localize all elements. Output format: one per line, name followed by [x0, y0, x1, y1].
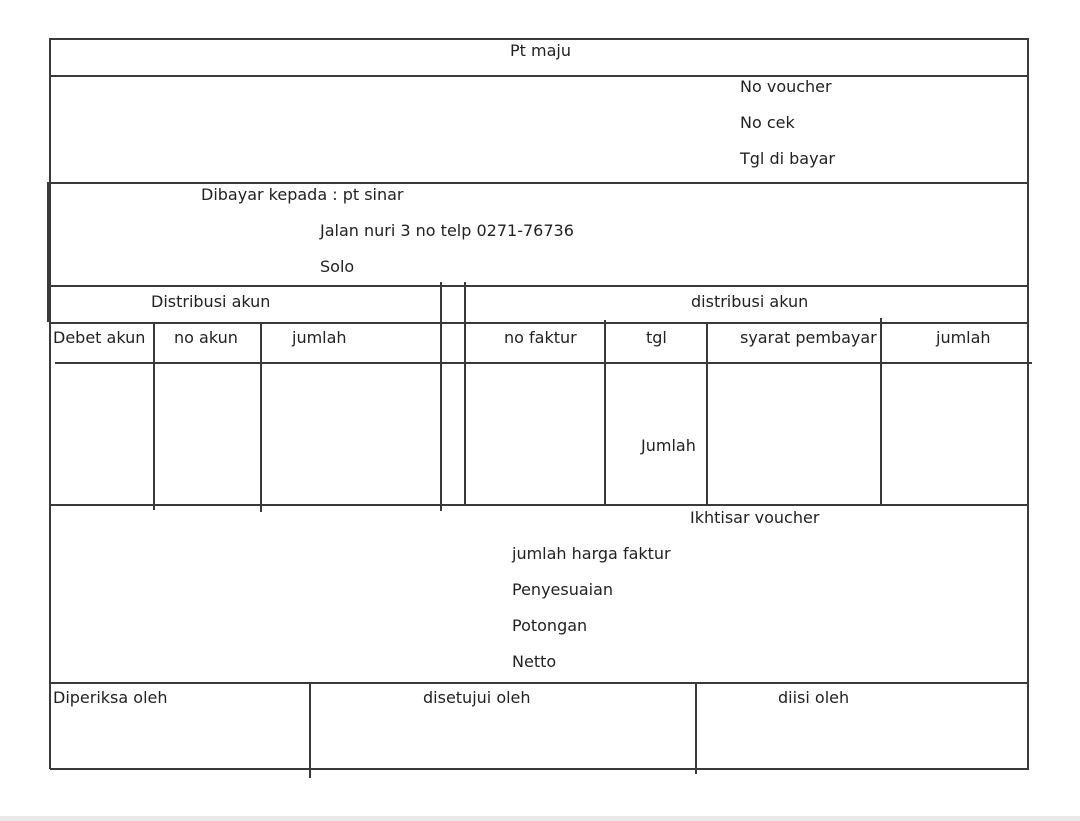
left-dist-title: Distribusi akun [151, 292, 271, 311]
right-dist-title: distribusi akun [691, 292, 809, 311]
divider-dist-body [50, 504, 1029, 506]
split-divider-left [440, 282, 442, 511]
col-jumlah-left: jumlah [292, 328, 347, 347]
col-no-akun: no akun [174, 328, 238, 347]
payee-label: Dibayar kepada : pt sinar [201, 185, 404, 204]
sig-divider-1 [309, 682, 311, 778]
col-jumlah-right: jumlah [936, 328, 991, 347]
sig-disetujui: disetujui oleh [423, 688, 531, 707]
jumlah-total-label: Jumlah [641, 436, 696, 455]
company-title: Pt maju [510, 41, 571, 60]
divider-header [50, 75, 1029, 77]
border-top [50, 38, 1029, 40]
col-divider-noakun [260, 323, 262, 512]
col-divider-tgl [706, 322, 708, 506]
tgl-dibayar-label: Tgl di bayar [740, 149, 835, 168]
col-tgl: tgl [646, 328, 667, 347]
col-divider-syarat [880, 318, 882, 505]
summary-potongan: Potongan [512, 616, 588, 635]
no-cek-label: No cek [740, 113, 795, 132]
no-voucher-label: No voucher [740, 77, 832, 96]
divider-payee [47, 285, 1029, 287]
sig-diperiksa: Diperiksa oleh [53, 688, 168, 707]
split-divider-right [464, 282, 466, 505]
border-left [49, 38, 51, 769]
payee-left-edge [47, 182, 49, 322]
sig-divider-2 [695, 682, 697, 774]
divider-dist-header [55, 362, 1032, 364]
divider-voucher-info [47, 182, 1029, 184]
summary-penyesuaian: Penyesuaian [512, 580, 614, 599]
payee-address: Jalan nuri 3 no telp 0271-76736 [320, 221, 574, 240]
divider-summary [50, 682, 1029, 684]
summary-title: Ikhtisar voucher [690, 508, 820, 527]
col-divider-debet [153, 323, 155, 510]
col-divider-nofaktur [604, 320, 606, 506]
divider-dist-title [50, 322, 1029, 324]
col-debet-akun: Debet akun [53, 328, 146, 347]
summary-netto: Netto [512, 652, 557, 671]
payee-city: Solo [320, 257, 355, 276]
bottom-band [0, 816, 1080, 821]
border-right [1027, 38, 1029, 769]
summary-harga-faktur: jumlah harga faktur [512, 544, 671, 563]
sig-diisi: diisi oleh [778, 688, 850, 707]
col-no-faktur: no faktur [504, 328, 577, 347]
col-syarat-pembayar: syarat pembayar [740, 328, 877, 347]
border-bottom [50, 768, 1029, 770]
